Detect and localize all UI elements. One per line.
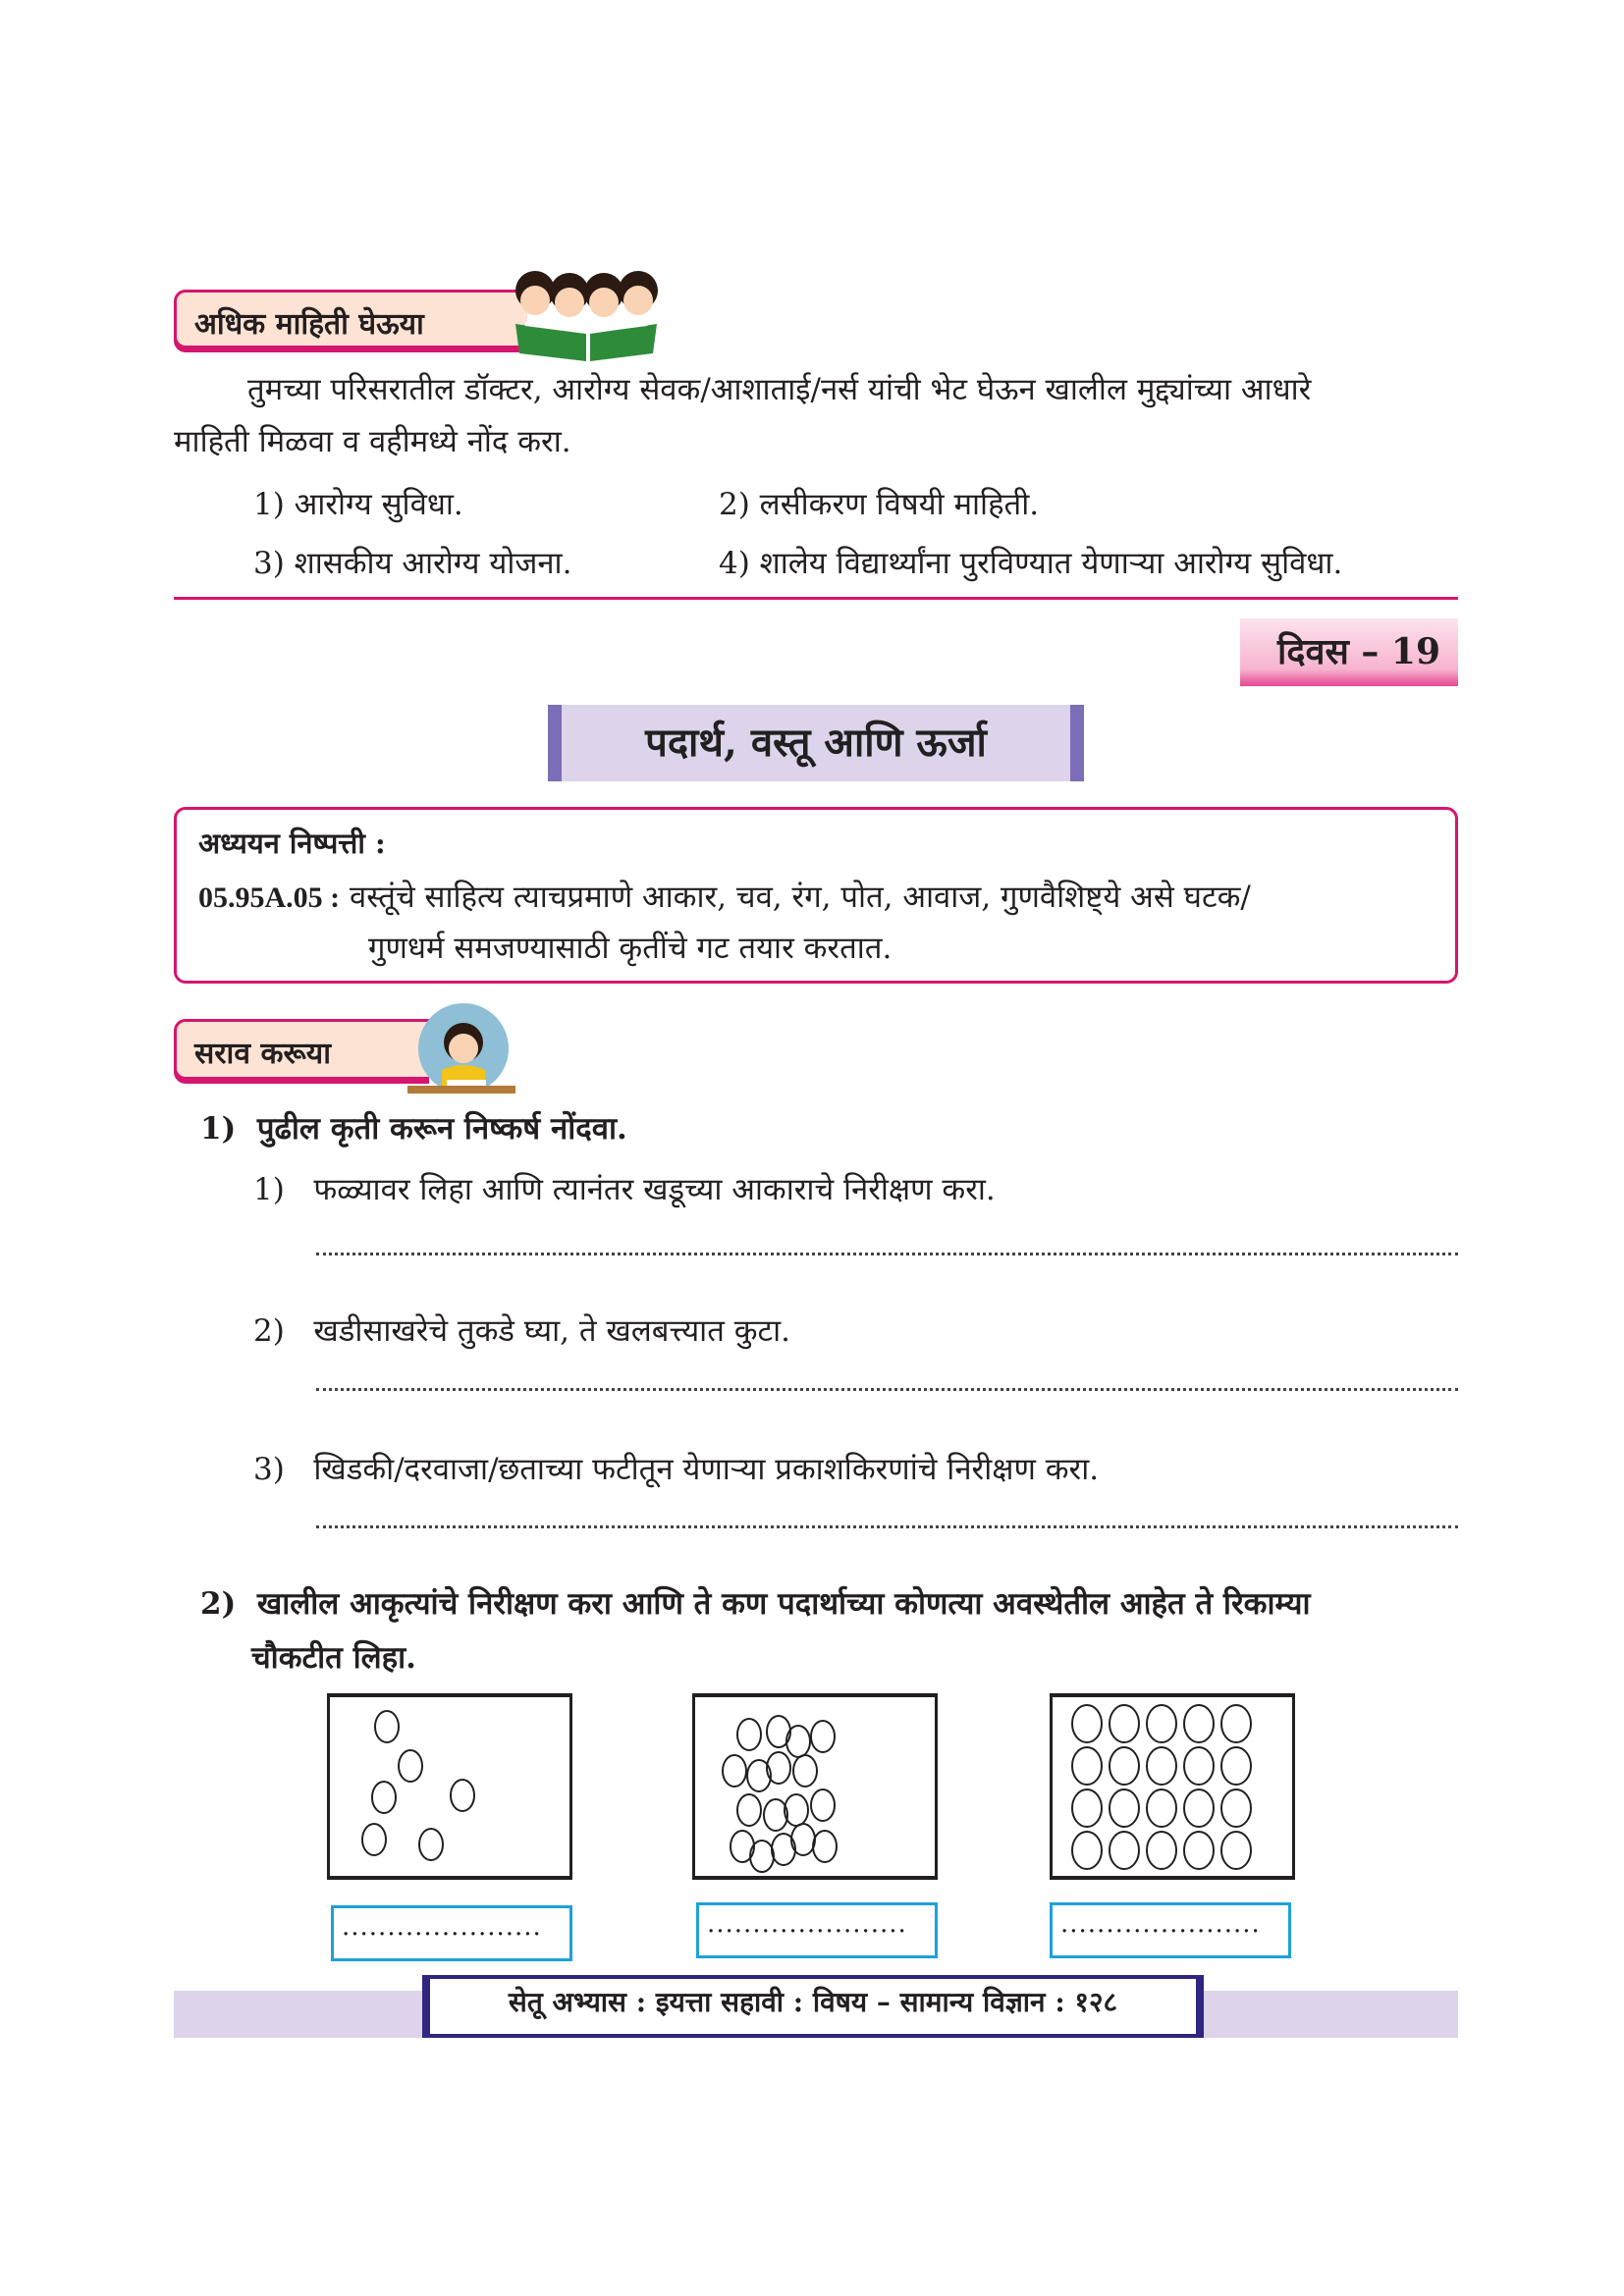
particle [1184, 1789, 1214, 1827]
info-section-label-text: अधिक माहिती घेऊया [194, 307, 424, 342]
item-number: 2) [253, 1313, 285, 1349]
particle [399, 1750, 422, 1782]
info-point-2: 2) लसीकरण विषयी माहिती. [719, 487, 1040, 522]
item-text: खडीसाखरेचे तुकडे घ्या, ते खलबत्त्यात कुटा. [313, 1313, 791, 1349]
section-divider [174, 597, 1458, 600]
day-badge: दिवस – 19 [1240, 618, 1458, 686]
particle [1147, 1789, 1176, 1827]
info-section-label [174, 290, 527, 348]
q2-text-line2: चौकटीत लिहा. [251, 1640, 416, 1676]
answer-box-2[interactable]: ...................... [696, 1902, 938, 1958]
outcome-code: 05.95A.05 : [198, 881, 341, 914]
particle [1147, 1832, 1176, 1869]
particle [811, 1789, 835, 1821]
answer-line-2[interactable] [316, 1388, 1458, 1391]
particle [1072, 1705, 1102, 1742]
particle [1110, 1747, 1139, 1785]
particle [1072, 1832, 1102, 1869]
practice-label [174, 1019, 429, 1080]
particle [372, 1782, 396, 1813]
practice-label-text: सराव करूया [194, 1037, 331, 1071]
particle [785, 1794, 808, 1826]
particle [1221, 1705, 1251, 1742]
particle [1221, 1747, 1251, 1785]
particle [1221, 1832, 1251, 1869]
item-number: 1) [253, 1172, 285, 1207]
particle [1072, 1789, 1102, 1827]
particle [723, 1755, 746, 1787]
particle [1110, 1705, 1139, 1742]
children-reading-illustration [506, 263, 673, 361]
answer-line-1[interactable] [316, 1253, 1458, 1255]
answer-line-3[interactable] [316, 1525, 1458, 1528]
particle [793, 1755, 817, 1787]
particle [1184, 1832, 1214, 1869]
particle [1184, 1705, 1214, 1742]
particles-gas-figure [327, 1693, 572, 1880]
particle [1110, 1789, 1139, 1827]
particle [451, 1780, 474, 1811]
particles-solid-figure [1050, 1693, 1295, 1880]
info-paragraph-line1: तुमच्या परिसरातील डॉक्टर, आरोग्य सेवक/आशाताई/नर्स यांची भेट घेऊन खालील मुद्द्यांच्या आधारे [247, 372, 1312, 407]
particle [737, 1719, 761, 1750]
particles-liquid-figure [692, 1693, 938, 1880]
learning-outcome-box [174, 807, 1458, 984]
item-number: 3) [253, 1452, 285, 1487]
info-point-3: 3) शासकीय आरोग्य योजना. [253, 546, 572, 581]
particle [1110, 1832, 1139, 1869]
q1-text: पुढील कृती करून निष्कर्ष नोंदवा. [256, 1111, 627, 1147]
question-1 [200, 1107, 627, 1148]
question-2 [200, 1582, 1311, 1624]
q1-number: 1) [200, 1111, 237, 1147]
particle [1072, 1747, 1102, 1785]
q2-text-line1: खालील आकृत्यांचे निरीक्षण करा आणि ते कण पदार्थाच्या कोणत्या अवस्थेतील आहेत ते रिकाम्या [256, 1586, 1311, 1622]
info-point-1: 1) आरोग्य सुविधा. [253, 487, 463, 522]
particle [1184, 1747, 1214, 1785]
particle [1221, 1789, 1251, 1827]
learning-outcome-heading: अध्ययन निष्पत्ती : [198, 827, 386, 860]
particle [375, 1711, 399, 1742]
particle [811, 1721, 835, 1752]
info-paragraph-line2: माहिती मिळवा व वहीमध्ये नोंद करा. [174, 424, 571, 459]
particle [764, 1799, 787, 1831]
outcome-line1: वस्तूंचे साहित्य त्याचप्रमाणे आकार, चव, रंग, पोत, आवाज, गुणवैशिष्ट्ये असे घटक/ [350, 880, 1251, 915]
answer-box-3[interactable]: ...................... [1050, 1902, 1291, 1958]
item-text: खिडकी/दरवाजा/छताच्या फटीतून येणाऱ्या प्रकाशकिरणांचे निरीक्षण करा. [313, 1452, 1100, 1487]
q1-item-2 [253, 1309, 790, 1351]
info-point-4: 4) शालेय विद्यार्थ्यांना पुरविण्यात येणाऱ्या आरोग्य सुविधा. [719, 546, 1343, 581]
particle [737, 1794, 761, 1826]
particle [750, 1841, 774, 1872]
q1-item-1 [253, 1168, 996, 1209]
particle [786, 1726, 810, 1757]
particle [1147, 1747, 1176, 1785]
chapter-title: पदार्थ, वस्तू आणि ऊर्जा [548, 705, 1084, 781]
girl-studying-illustration [403, 1001, 520, 1099]
particle [419, 1829, 443, 1860]
particle [767, 1752, 790, 1784]
particle [362, 1824, 386, 1855]
answer-box-1[interactable]: ...................... [331, 1905, 572, 1961]
footer-label: सेतू अभ्यास : इयत्ता सहावी : विषय – सामान्य विज्ञान : १२८ [422, 1975, 1204, 2038]
q2-number: 2) [200, 1586, 237, 1622]
outcome-line2: गुणधर्म समजण्यासाठी कृतींचे गट तयार करतात. [368, 931, 893, 966]
particle [1147, 1705, 1176, 1742]
item-text: फळ्यावर लिहा आणि त्यानंतर खडूच्या आकाराचे निरीक्षण करा. [313, 1172, 996, 1207]
q1-item-3 [253, 1448, 1099, 1489]
particle [813, 1831, 837, 1862]
particle [791, 1824, 815, 1855]
